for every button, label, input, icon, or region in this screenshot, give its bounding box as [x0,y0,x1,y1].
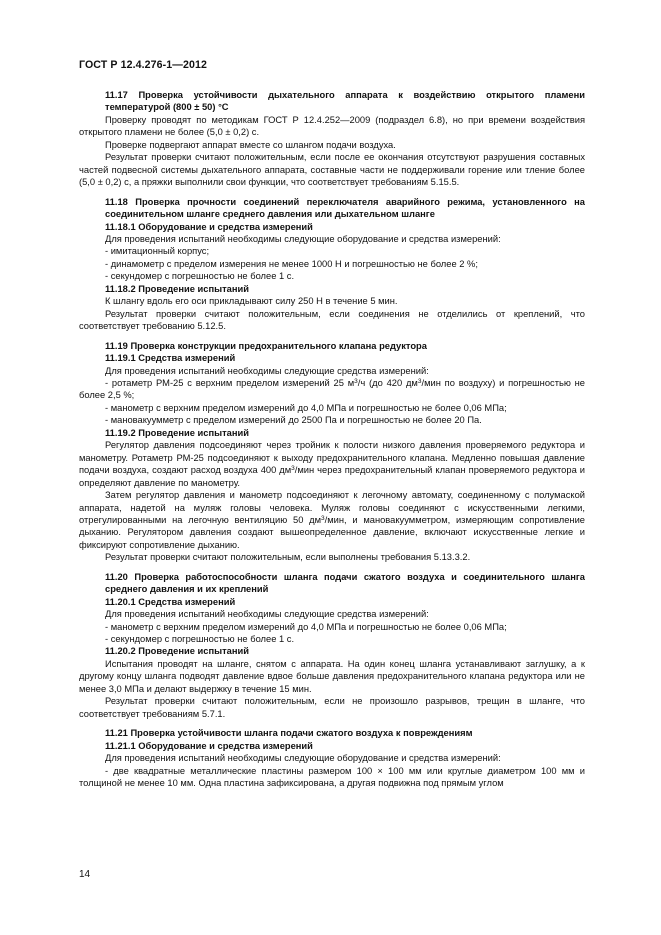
subsection-title: 11.20.2 Проведение испытаний [105,646,249,657]
list-item [79,377,585,402]
section-title: 11.20 Проверка работоспособности шланга подачи сжатого воздуха и соединительного шланга среднего давления и их креплений [105,571,585,595]
paragraph: Результат проверки считают положительным, если после ее окончания отсутствуют разрушения составных частей подвесной системы дыхательного аппарата, составные части не поддерживали горение или тление более (5,0 ± 0,2) с, а пряжки выполнили свои функции, что соответствует требованиям 5.15.5. [79,152,585,188]
paragraph: Результат проверки считают положительным, если выполнены требования 5.13.3.2. [105,552,471,563]
subsection-title: 11.19.1 Средства измерений [105,353,236,364]
subsection-title: 11.21.1 Оборудование и средства измерений [105,740,313,751]
section-title: 11.21 Проверка устойчивости шланга подачи сжатого воздуха к повреждениям [105,728,473,739]
list-item: - секундомер с погрешностью не более 1 с. [105,634,295,645]
text-run: /мин через предохранительный клапан проверяемого редуктора и определяют давление по манометру. [79,465,585,488]
text-run: Регулятор давления подсоединяют через тройник к полости низкого давления проверяемого редуктора и манометру. Ротаметр РМ-25 подсоединяют к выходу предохранительного клапана. Медленно повышая давление подачи воздуха, создают расход воздуха 400 дм [79,440,585,476]
section-title: 11.19 Проверка конструкции предохранительного клапана редуктора [105,340,427,351]
superscript: 3 [354,377,358,385]
paragraph: Результат проверки считают положительным, если соединения не отделились от креплений, что соответствует требованию 5.12.5. [79,308,585,332]
paragraph: Для проведения испытаний необходимы следующие средства измерений: [105,609,429,620]
paragraph: Проверке подвергают аппарат вместе со шлангом подачи воздуха. [105,139,396,150]
superscript: 3 [321,514,325,522]
text-run: /мин по воздуху) и погрешностью не более 2,5 %; [79,377,585,401]
paragraph [79,439,585,489]
section-11-19 [79,340,585,564]
section-title: 11.17 Проверка устойчивости дыхательного аппарата к воздействию открытого пламени температурой (800 ± 50) °С [105,90,585,113]
paragraph: Для проведения испытаний необходимы следующие оборудование и средства измерений: [105,233,501,244]
list-item: - мановакуумметр с пределом измерений до 2500 Па и погрешностью не более 20 Па. [105,415,482,426]
section-11-17 [79,89,585,189]
page-content [79,89,585,789]
text-run: Затем регулятор давления и манометр подсоединяют к легочному автомату, соединенному с полумаской аппарата, надетой на муляж головы человека. Муляж головы соединяют с искусственными легкими, отрегулированными на легочную вентиляцию 50 дм [79,490,585,525]
text-run: /ч (до 420 дм [357,377,418,388]
list-item: - секундомер с погрешностью не более 1 с. [105,271,295,282]
subsection-title: 11.20.1 Средства измерений [105,596,236,607]
paragraph: Для проведения испытаний необходимы следующие оборудование и средства измерений: [105,753,501,764]
section-11-21 [79,727,585,789]
paragraph [79,489,585,551]
text-run: - ротаметр РМ-25 с верхним пределом измерений 25 м [105,377,355,388]
section-title: 11.18 Проверка прочности соединений переключателя аварийного режима, установленного на соединительном шланге среднего давления или дыхательном шланге [105,196,585,220]
superscript: 3 [417,377,422,385]
paragraph: Испытания проводят на шланге, снятом с аппарата. На один конец шланга устанавливают заглушку, а к другому концу шланга подводят давление вдвое больше давления предохранительного клапана редуктора или не менее 3,0 МПа и делают выдержку в течение 15 мин. [79,658,585,694]
list-item: - манометр с верхним пределом измерений до 4,0 МПа и погрешностью не более 0,06 МПа; [105,621,507,632]
paragraph: Проверку проводят по методикам ГОСТ Р 12.4.252—2009 (подраздел 6.8), но при времени воздействия открытого пламени не более (5,0 ± 0,2) с. [79,114,585,138]
paragraph: Для проведения испытаний необходимы следующие средства измерений: [105,365,429,376]
text-run: /мин, и мановакуумметром, измеряющим сопротивление дыханию. Регулятором давления создают вышеопределенное давление, включают искусственные легкие и фиксируют сопротивление дыханию. [79,514,585,550]
paragraph: К шлангу вдоль его оси прикладывают силу 250 Н в течение 5 мин. [105,296,398,307]
list-item: - две квадратные металлические пластины размером 100 × 100 мм или круглые диаметром 100 мм и толщиной не менее 10 мм. Одна пластина зафиксирована, а другая подвижна под прямым углом [79,765,585,789]
list-item: - манометр с верхним пределом измерений до 4,0 МПа и погрешностью не более 0,06 МПа; [105,402,507,413]
page-number: 14 [79,869,91,880]
section-11-20 [79,571,585,720]
subsection-title: 11.18.1 Оборудование и средства измерений [105,221,313,232]
subsection-title: 11.19.2 Проведение испытаний [105,427,249,438]
section-11-18 [79,196,585,333]
paragraph: Результат проверки считают положительным, если не произошло разрывов, трещин в шланге, что соответствует требованиям 5.7.1. [79,696,585,719]
subsection-title: 11.18.2 Проведение испытаний [105,283,249,294]
document-header: ГОСТ Р 12.4.276-1—2012 [79,59,207,71]
superscript: 3 [291,465,295,473]
list-item: - имитационный корпус; [105,246,210,257]
list-item: - динамометр с пределом измерения не менее 1000 Н и погрешностью не более 2 %; [105,258,478,269]
